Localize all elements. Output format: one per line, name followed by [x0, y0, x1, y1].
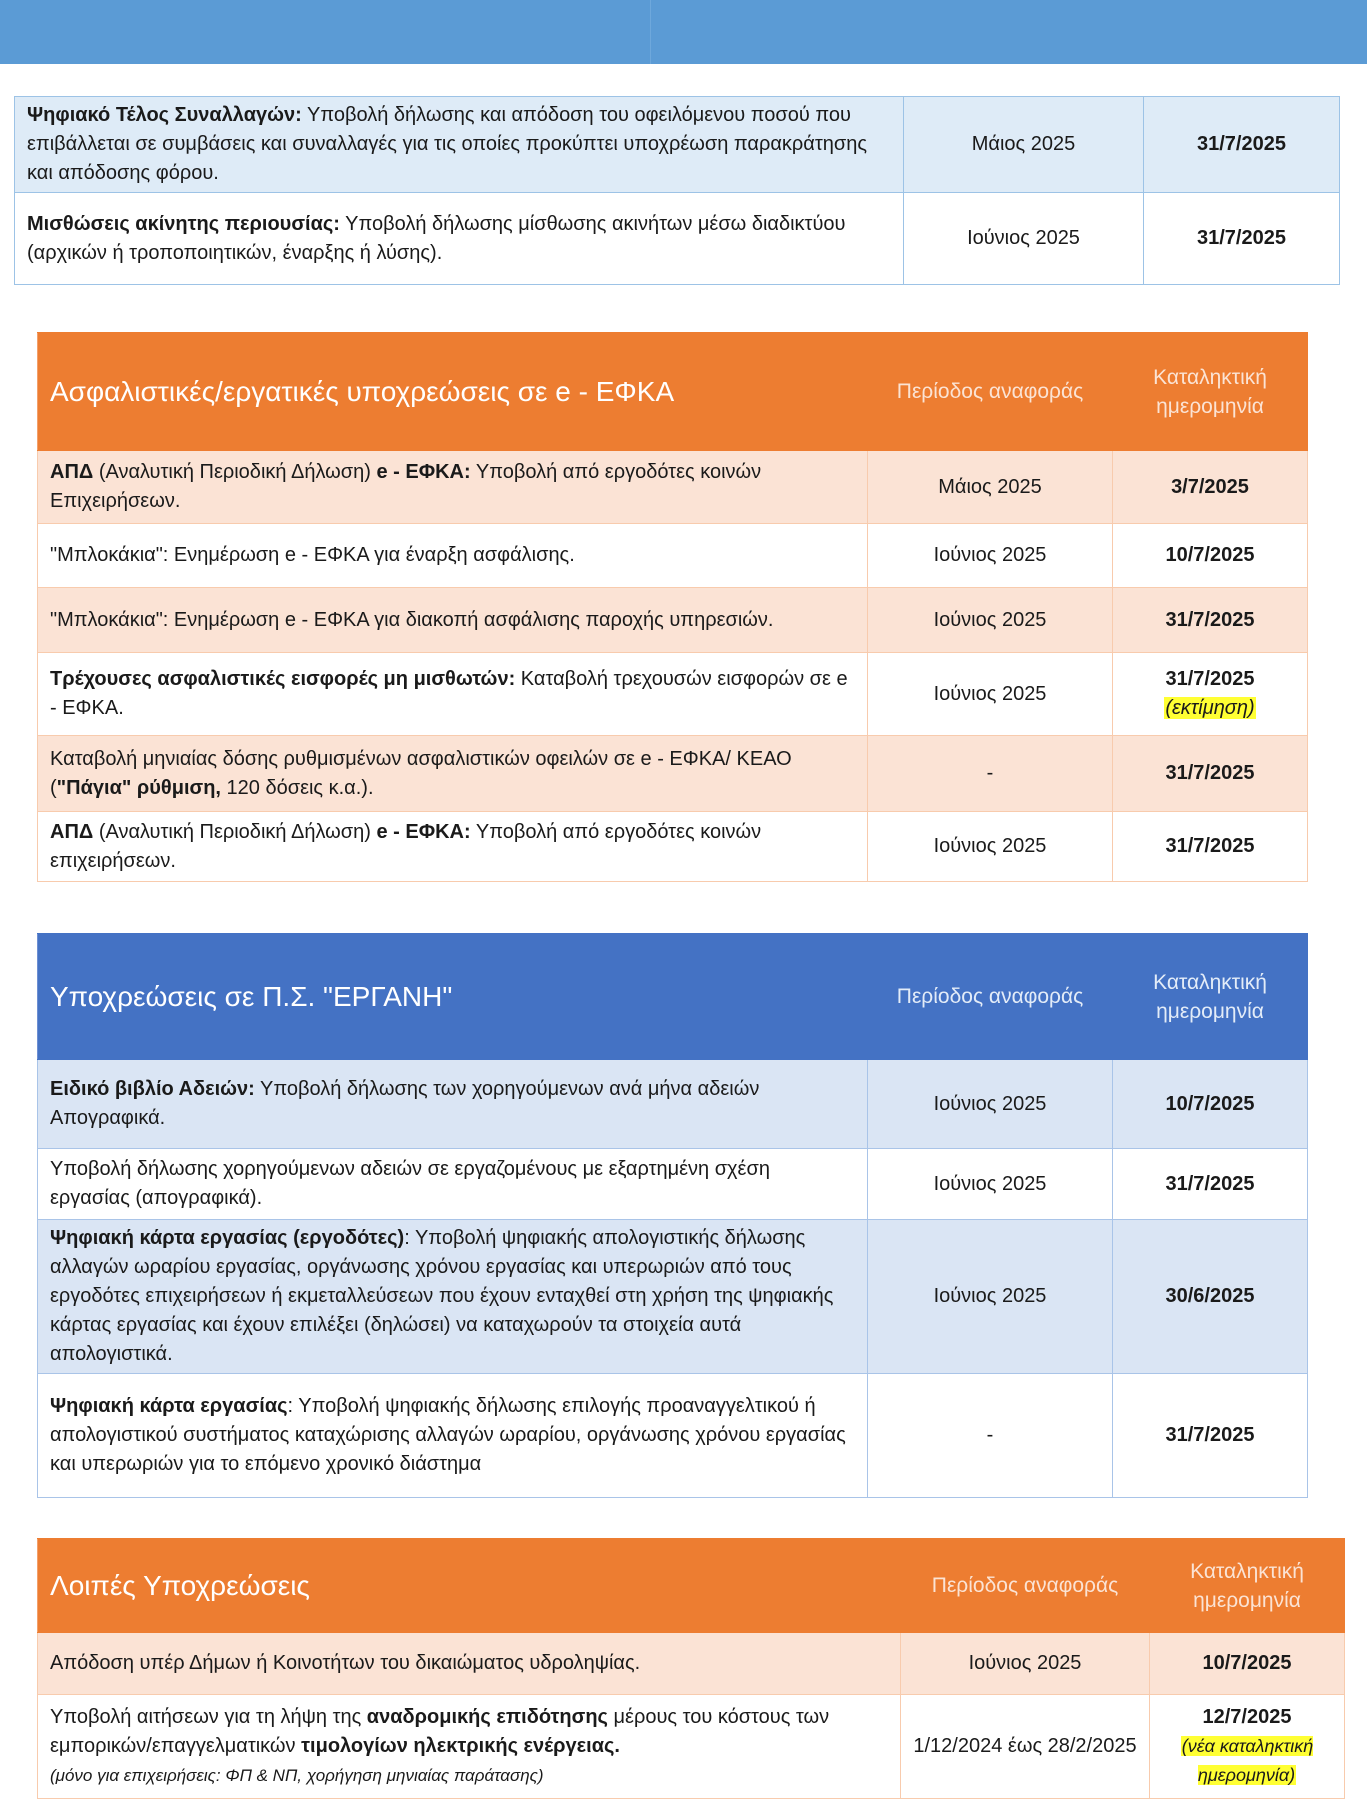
row-deadline: 10/7/2025: [1150, 1633, 1345, 1695]
table-row: [38, 1060, 1308, 1149]
column-header-period: Περίοδος αναφοράς: [868, 934, 1113, 1060]
section-title: Υποχρεώσεις σε Π.Σ. "ΕΡΓΑΝΗ": [38, 934, 868, 1060]
row-deadline: 31/7/2025: [1113, 1149, 1308, 1220]
table-row: [38, 1374, 1308, 1498]
row-deadline: 31/7/2025: [1113, 588, 1308, 653]
table-row: [38, 1220, 1308, 1374]
table-row: [38, 1633, 1345, 1695]
row-deadline: 12/7/2025 (νέα καταληκτική ημερομηνία): [1150, 1695, 1345, 1799]
efka-obligations-table: [37, 332, 1308, 882]
row-period: 1/12/2024 έως 28/2/2025: [901, 1695, 1150, 1799]
table-row: [38, 524, 1308, 588]
row-period: Ιούνιος 2025: [868, 653, 1113, 736]
section-title: Λοιπές Υποχρεώσεις: [38, 1539, 901, 1633]
table-header: [38, 1539, 1345, 1633]
table-row: [38, 812, 1308, 882]
top-banner-right: [650, 0, 1367, 64]
row-description: Ειδικό βιβλίο Αδειών: Υποβολή δήλωσης των χορηγούμενων ανά μήνα αδειών Απογραφικά.: [38, 1060, 868, 1149]
table-row: [38, 1149, 1308, 1220]
column-header-deadline: Καταληκτική ημερομηνία: [1150, 1539, 1345, 1633]
row-period: Ιούνιος 2025: [868, 588, 1113, 653]
row-deadline: 31/7/2025: [1144, 193, 1340, 285]
row-deadline: 10/7/2025: [1113, 1060, 1308, 1149]
column-header-deadline: Καταληκτική ημερομηνία: [1113, 934, 1308, 1060]
row-deadline: 3/7/2025: [1113, 451, 1308, 524]
row-period: Ιούνιος 2025: [868, 812, 1113, 882]
table-header: [38, 333, 1308, 451]
row-period: Μάιος 2025: [868, 451, 1113, 524]
row-description: Ψηφιακό Τέλος Συναλλαγών: Υποβολή δήλωσης και απόδοση του οφειλόμενου ποσού που επιβάλλεται σε συμβάσεις και συναλλαγές για τις οποίες προκύπτει υποχρέωση παρακράτησης και απόδοσης φόρου.: [15, 97, 904, 193]
row-period: Ιούνιος 2025: [868, 524, 1113, 588]
row-description: Υποβολή αιτήσεων για τη λήψη της αναδρομικής επιδότησης μέρους του κόστους των εμπορικών/επαγγελματικών τιμολογίων ηλεκτρικής ενέργειας. (μόνο για επιχειρήσεις: ΦΠ & ΝΠ, χορήγηση μηνιαίας παράτασης): [38, 1695, 901, 1799]
row-subnote: (μόνο για επιχειρήσεις: ΦΠ & ΝΠ, χορήγηση μηνιαίας παράτασης): [50, 1766, 544, 1785]
row-description: ΑΠΔ (Αναλυτική Περιοδική Δήλωση) e - ΕΦΚΑ: Υποβολή από εργοδότες κοινών Επιχειρήσεων.: [38, 451, 868, 524]
column-header-deadline: Καταληκτική ημερομηνία: [1113, 333, 1308, 451]
row-period: Ιούνιος 2025: [868, 1060, 1113, 1149]
table-row: [38, 736, 1308, 812]
row-period: Ιούνιος 2025: [901, 1633, 1150, 1695]
row-description: Ψηφιακή κάρτα εργασίας (εργοδότες): Υποβολή ψηφιακής απολογιστικής δήλωσης αλλαγών ωραρίου εργασίας, οργάνωσης χρόνου εργασίας και υπερωριών από τους εργοδότες επιχειρήσεων ή εκμεταλλεύσεων που έχουν ενταχθεί στη χρήση της ψηφιακής κάρτας εργασίας και έχουν επιλέξει (δηλώσει) να καταχωρούν τα στοιχεία αυτά απολογιστικά.: [38, 1220, 868, 1374]
row-period: Ιούνιος 2025: [868, 1220, 1113, 1374]
table-row: [38, 1695, 1345, 1799]
row-description: Τρέχουσες ασφαλιστικές εισφορές μη μισθωτών: Καταβολή τρεχουσών εισφορών σε e - ΕΦΚΑ.: [38, 653, 868, 736]
top-banner-left: [0, 0, 650, 64]
row-period: Μάιος 2025: [904, 97, 1144, 193]
table-row: [38, 588, 1308, 653]
row-description: Υποβολή δήλωσης χορηγούμενων αδειών σε εργαζομένους με εξαρτημένη σχέση εργασίας (απογραφικά).: [38, 1149, 868, 1220]
estimate-note: (εκτίμηση): [1165, 697, 1255, 719]
row-deadline: 31/7/2025: [1113, 1374, 1308, 1498]
top-banner: [0, 0, 1367, 64]
row-description: Απόδοση υπέρ Δήμων ή Κοινοτήτων του δικαιώματος υδροληψίας.: [38, 1633, 901, 1695]
table-row: [15, 193, 1340, 285]
row-description: "Μπλοκάκια": Ενημέρωση e - ΕΦΚΑ για έναρξη ασφάλισης.: [38, 524, 868, 588]
row-deadline: 31/7/2025: [1113, 812, 1308, 882]
row-deadline: 31/7/2025: [1113, 736, 1308, 812]
ergani-obligations-table: [37, 933, 1308, 1498]
row-description: Ψηφιακή κάρτα εργασίας: Υποβολή ψηφιακής δήλωσης επιλογής προαναγγελτικού ή απολογιστικού συστήματος καταχώρισης αλλαγών ωραρίου, οργάνωσης χρόνου εργασίας και υπερωριών για το επόμενο χρονικό διάστημα: [38, 1374, 868, 1498]
table-row: [38, 451, 1308, 524]
row-description: ΑΠΔ (Αναλυτική Περιοδική Δήλωση) e - ΕΦΚΑ: Υποβολή από εργοδότες κοινών επιχειρήσεων.: [38, 812, 868, 882]
row-period: Ιούνιος 2025: [904, 193, 1144, 285]
table-header: [38, 934, 1308, 1060]
column-header-period: Περίοδος αναφοράς: [901, 1539, 1150, 1633]
other-obligations-table: [37, 1538, 1345, 1799]
row-deadline: 30/6/2025: [1113, 1220, 1308, 1374]
table-row: [38, 653, 1308, 736]
row-deadline: 31/7/2025 (εκτίμηση): [1113, 653, 1308, 736]
row-deadline: 10/7/2025: [1113, 524, 1308, 588]
row-deadline: 31/7/2025: [1144, 97, 1340, 193]
row-description: "Μπλοκάκια": Ενημέρωση e - ΕΦΚΑ για διακοπή ασφάλισης παροχής υπηρεσιών.: [38, 588, 868, 653]
row-description: Μισθώσεις ακίνητης περιουσίας: Υποβολή δήλωσης μίσθωσης ακινήτων μέσω διαδικτύου (αρχικών ή τροποποιητικών, έναρξης ή λύσης).: [15, 193, 904, 285]
row-period: -: [868, 736, 1113, 812]
new-deadline-note: (νέα καταληκτική ημερομηνία): [1181, 1736, 1314, 1785]
row-period: -: [868, 1374, 1113, 1498]
tax-obligations-table: [14, 96, 1340, 285]
table-row: [15, 97, 1340, 193]
row-period: Ιούνιος 2025: [868, 1149, 1113, 1220]
row-description: Καταβολή μηνιαίας δόσης ρυθμισμένων ασφαλιστικών οφειλών σε e - ΕΦΚΑ/ ΚΕΑΟ ("Πάγια" ρύθμιση, 120 δόσεις κ.α.).: [38, 736, 868, 812]
column-header-period: Περίοδος αναφοράς: [868, 333, 1113, 451]
section-title: Ασφαλιστικές/εργατικές υποχρεώσεις σε e - ΕΦΚΑ: [38, 333, 868, 451]
